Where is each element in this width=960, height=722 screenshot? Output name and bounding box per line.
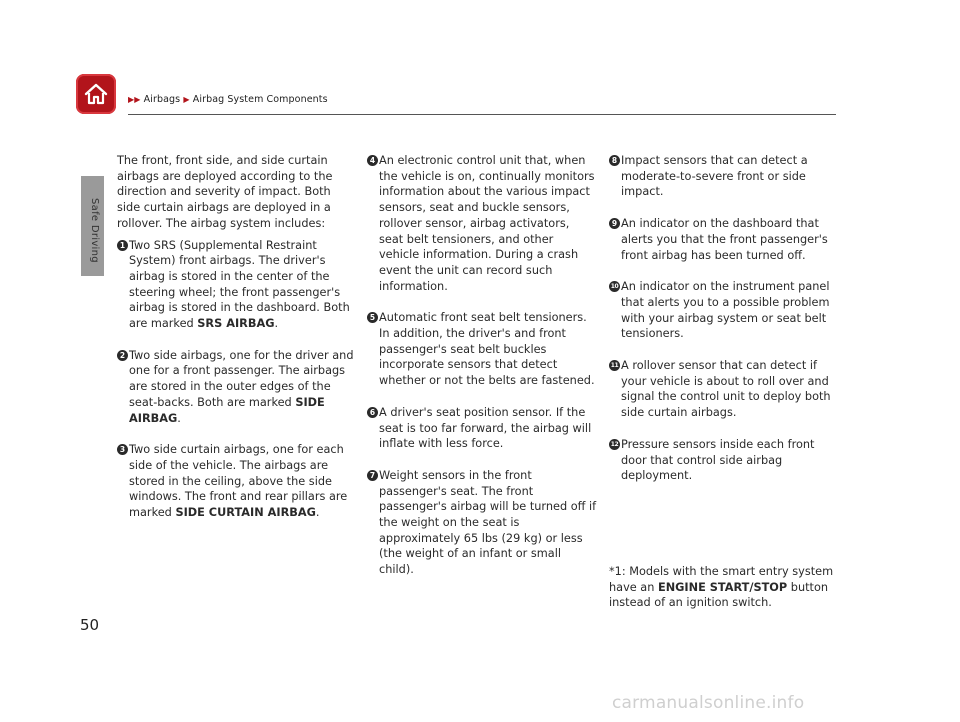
page-number: 50 (80, 616, 100, 634)
item-number-badge: 6 (367, 407, 378, 418)
footnote-text: *1: Models with the smart entry system have an (609, 565, 834, 594)
header-divider (128, 114, 836, 115)
list-item (609, 437, 841, 484)
item-number-badge: 2 (117, 350, 128, 361)
item-number-badge: 8 (609, 155, 620, 166)
list-item (367, 468, 597, 578)
item-text: Pressure sensors inside each front door that control side airbag deployment. (621, 437, 815, 483)
breadcrumb-arrow-icon: ▶ (183, 95, 190, 104)
home-button[interactable] (76, 74, 116, 114)
item-text: A driver's seat position sensor. If the seat is too far forward, the airbag will inflate with less force. (379, 405, 592, 451)
item-text: Weight sensors in the front passenger's seat. The front passenger's airbag will be turned off if the weight on the seat is approximately 65 lbs (29 kg) or less (the weight of an infant or small child). (379, 468, 597, 577)
list-item (117, 348, 355, 427)
item-tail: . (315, 506, 320, 520)
item-number-badge: 1 (117, 240, 128, 251)
column-2 (367, 153, 597, 578)
item-number-badge: 4 (367, 155, 378, 166)
list-item (609, 216, 841, 263)
section-label: Safe Driving (89, 198, 100, 263)
item-text: Two side airbags, one for the driver and one for a front passenger. The airbags are stored in the outer edges of the seat-backs. Both are marked (129, 348, 354, 409)
breadcrumb (128, 94, 328, 105)
footnote (609, 564, 841, 611)
item-text: Impact sensors that can detect a moderate-to-severe front or side impact. (621, 154, 808, 199)
home-icon (83, 81, 109, 107)
item-number-badge: 10 (610, 283, 619, 291)
list-item (367, 310, 597, 389)
column-1 (117, 153, 355, 521)
item-text: Automatic front seat belt tensioners. In addition, the driver's and front passenger's seat belt buckles incorporate sensors that detect whether or not the belts are fastened. (379, 311, 595, 388)
list-item (609, 153, 841, 200)
watermark: carmanualsonline.info (612, 693, 805, 713)
item-number-badge: 3 (117, 444, 128, 455)
list-item (117, 442, 355, 521)
item-text: Two SRS (Supplemental Restraint System) front airbags. The driver's airbag is stored in the center of the steering wheel; the front passenger's airbag is stored in the dashboard. Both are marked (129, 238, 350, 331)
item-label: SIDE AIRBAG (129, 395, 325, 425)
item-number-badge: 12 (610, 440, 619, 448)
footnote-label: ENGINE START/STOP (657, 580, 788, 594)
list-item (367, 153, 597, 294)
item-number-badge: 11 (610, 362, 619, 370)
item-text: A rollover sensor that can detect if your vehicle is about to roll over and signal the control unit to deploy both side curtain airbags. (621, 359, 831, 420)
intro-paragraph: The front, front side, and side curtain airbags are deployed according to the direction and severity of impact. Both side curtain airbags are deployed in a rollover. The airbag system includes: (117, 154, 333, 230)
list-item (367, 405, 597, 452)
breadcrumb-airbag-system-components[interactable]: Airbag System Components (192, 94, 328, 105)
item-number-badge: 5 (367, 312, 378, 323)
item-label: SIDE CURTAIN AIRBAG (175, 506, 316, 520)
item-text: An indicator on the instrument panel that alerts you to a possible problem with your airbag system or seat belt tensioners. (621, 280, 830, 341)
item-tail: . (177, 411, 181, 425)
footnote-tail: button instead of an ignition switch. (609, 580, 829, 610)
item-label: SRS AIRBAG (197, 317, 275, 331)
item-text: An electronic control unit that, when the vehicle is on, continually monitors information about the various impact sensors, seat and buckle sensors, rollover sensor, airbag activators, seat belt tensioners, and other vehicle information. During a crash event the unit can record such information. (379, 154, 595, 293)
item-text: Two side curtain airbags, one for each side of the vehicle. The airbags are stored in the ceiling, above the side windows. The front and rear pillars are marked (129, 443, 348, 520)
column-3 (609, 153, 841, 484)
list-item (609, 358, 841, 421)
item-text: An indicator on the dashboard that alerts you that the front passenger's front airbag has been turned off. (621, 217, 828, 262)
list-item (609, 279, 841, 342)
item-number-badge: 9 (609, 218, 620, 229)
item-number-badge: 7 (367, 470, 378, 481)
breadcrumb-arrow-icon: ▶ (128, 95, 135, 104)
breadcrumb-airbags[interactable]: Airbags (143, 94, 181, 105)
item-tail: . (274, 317, 279, 331)
list-item (117, 238, 355, 332)
breadcrumb-arrow-icon: ▶ (134, 95, 141, 104)
